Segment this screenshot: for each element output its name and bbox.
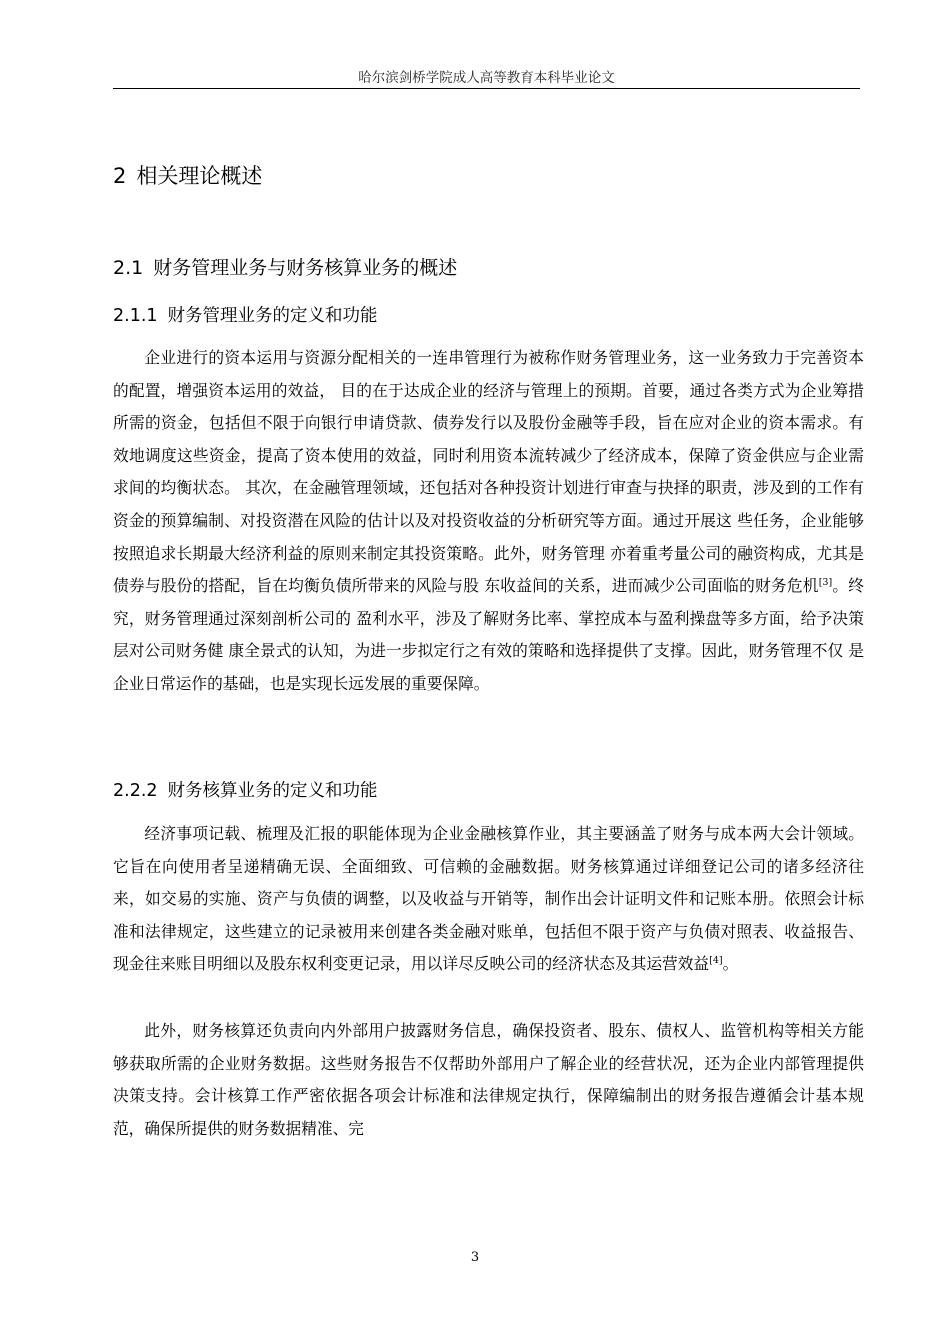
citation-3: [3] bbox=[818, 576, 833, 588]
body-paragraph-1 bbox=[113, 342, 864, 701]
chapter-number: 2 bbox=[113, 164, 127, 188]
subsection-2-title: 财务核算业务的定义和功能 bbox=[167, 781, 378, 801]
section-number: 2.1 bbox=[113, 257, 144, 279]
paragraph-3-text: 此外，财务核算还负责向内外部用户披露财务信息，确保投资者、股东、债权人、监管机构等相关方能够获取所需的企业财务数据。这些财务报告不仅帮助外部用户了解企业的经营状况，还为企业内部管理提供决策支持。会计核算工作严密依据各项会计标准和法律规定执行，保障编制出的财务报告遵循会计基本规范，确保所提供的财务数据精准、完 bbox=[113, 1021, 864, 1138]
chapter-heading bbox=[113, 160, 262, 190]
paragraph-2-text-continued: 。 bbox=[722, 954, 739, 974]
section-title: 财务管理业务与财务核算业务的概述 bbox=[153, 257, 458, 279]
paragraph-1-text: 企业进行的资本运用与资源分配相关的一连串管理行为被称作财务管理业务，这一业务致力于完善资本的配置，增强资本运用的效益， 目的在于达成企业的经济与管理上的预期。首要，通过各类方式为企业筹措所需的资金，包括但不限于向银行申请贷款、债券发行以及股份金融等手段，旨在应对企业的资本需求。有效地调度这些资金，提高了资本使用的效益，同时利用资本流转减少了经济成本，保障了资金供应与企业需求间的均衡状态。 其次，在金融管理领域，还包括对各种投资计划进行审查与抉择的职责，涉及到的工作有 资金的预算编制、对投资潜在风险的估计以及对投资收益的分析研究等方面。通过开展这 些任务，企业能够按照追求长期最大经济利益的原则来制定其投资策略。此外，财务管理 亦着重考量公司的融资构成，尤其是债券与股份的搭配，旨在均衡负债所带来的风险与股 东收益间的关系，进而减少公司面临的财务危机 bbox=[113, 348, 864, 596]
subsection-1-title: 财务管理业务的定义和功能 bbox=[167, 306, 378, 326]
running-header: 哈尔滨剑桥学院成人高等教育本科毕业论文 bbox=[358, 70, 615, 86]
body-paragraph-2 bbox=[113, 818, 864, 981]
paragraph-2-text: 经济事项记载、梳理及汇报的职能体现为企业金融核算作业，其主要涵盖了财务与成本两大会计领域。它旨在向使用者呈递精确无误、全面细致、可信赖的金融数据。财务核算通过详细登记公司的诸多经济往来，如交易的实施、资产与负债的调整，以及收益与开销等，制作出会计证明文件和记账本册。依照会计标准和法律规定，这些建立的记录被用来创建各类金融对账单，包括但不限于资产与负债对照表、收益报告、现金往来账目明细以及股东权利变更记录，用以详尽反映公司的经济状态及其运营效益 bbox=[113, 824, 864, 974]
section-heading bbox=[113, 253, 457, 280]
page-number: 3 bbox=[470, 1250, 480, 1265]
body-paragraph-3 bbox=[113, 1015, 864, 1145]
subsection-heading-2 bbox=[113, 777, 378, 802]
subsection-1-number: 2.1.1 bbox=[113, 306, 158, 326]
subsection-2-number: 2.2.2 bbox=[113, 781, 158, 801]
citation-4: [4] bbox=[709, 955, 723, 967]
paragraph-1-text-continued: 。终究，财务管理通过深刻剖析公司的 盈利水平，涉及了解财务比率、掌控成本与盈利操盘等多方面，给予决策层对公司财务健 康全景式的认知，为进一步拟定行之有效的策略和选择提供了支撑。因此，财务管理不仅 是企业日常运作的基础，也是实现长远发展的重要保障。 bbox=[113, 576, 864, 693]
subsection-heading-1 bbox=[113, 302, 378, 327]
header-rule bbox=[113, 88, 860, 89]
chapter-title: 相关理论概述 bbox=[136, 164, 263, 188]
